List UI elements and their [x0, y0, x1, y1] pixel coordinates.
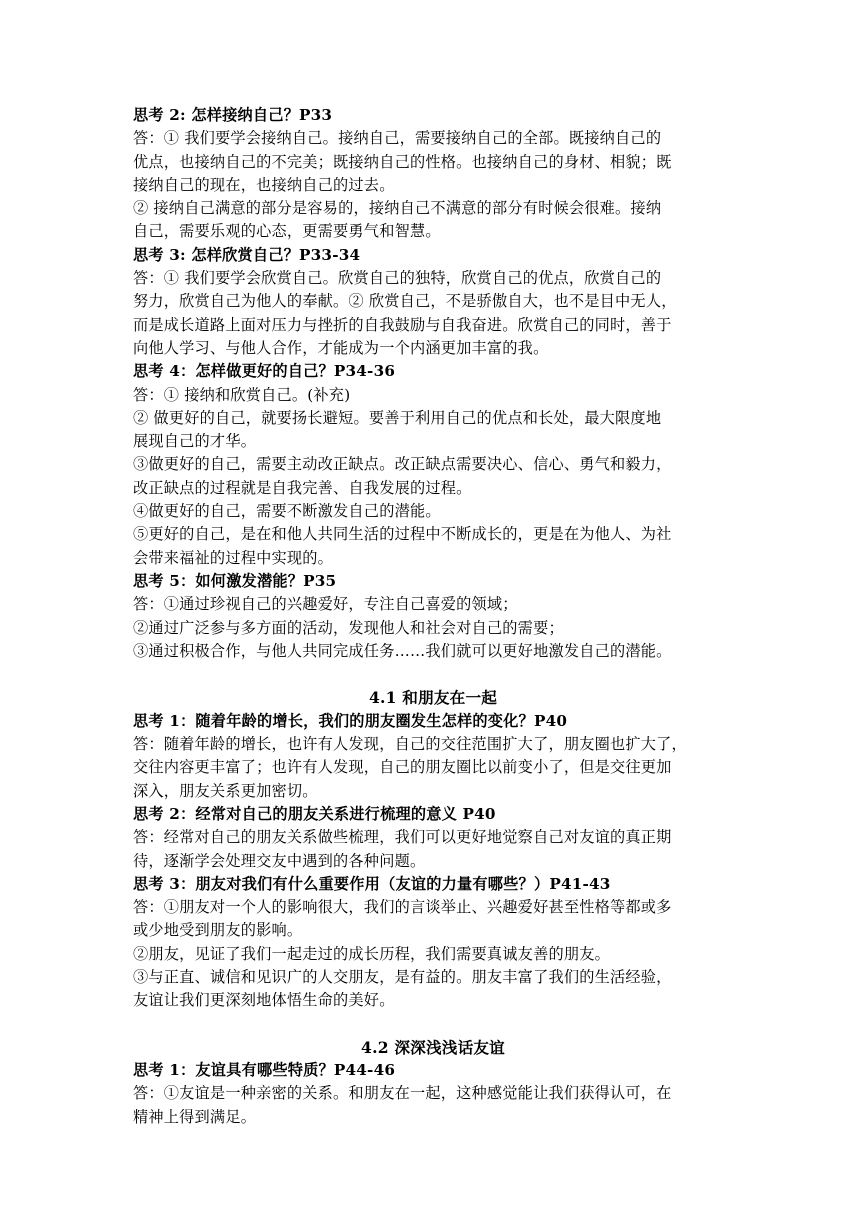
answer-line: 友谊让我们更深刻地体悟生命的美好。: [133, 991, 395, 1010]
answer-line: 努力，欣赏自己为他人的奉献。② 欣赏自己，不是骄傲自大，也不是目中无人，: [133, 292, 677, 311]
answer-line: 精神上得到满足。: [133, 1107, 257, 1126]
section-heading: 4.1 和朋友在一起: [368, 688, 498, 708]
answer-line: 自己，需要乐观的心态，更需要勇气和智慧。: [133, 222, 441, 241]
answer-line: 答：① 我们要学会接纳自己。接纳自己，需要接纳自己的全部。既接纳自己的: [133, 129, 662, 148]
answer-line: ④做更好的自己，需要不断激发自己的潜能。: [133, 502, 441, 521]
answer-line: ②朋友，见证了我们一起走过的成长历程，我们需要真诚友善的朋友。: [133, 944, 611, 963]
blank-line: [133, 663, 733, 686]
answer-line: ③通过积极合作，与他人共同完成任务……我们就可以更好地激发自己的潜能。: [133, 641, 672, 660]
question-line: 思考 2：经常对自己的朋友关系进行梳理的意义 P40: [133, 804, 496, 823]
question-line: 思考 3: 怎样欣赏自己？P33-34: [133, 245, 361, 264]
answer-line: 接纳自己的现在，也接纳自己的过去。: [133, 175, 395, 194]
blank-line: [133, 1013, 733, 1036]
answer-line: 答：①友谊是一种亲密的关系。和朋友在一起，这种感觉能让我们获得认可，在: [133, 1084, 672, 1103]
answer-line: 答：①朋友对一个人的影响很大，我们的言谈举止、兴趣爱好甚至性格等都或多: [133, 898, 672, 917]
question-line: 思考 1：随着年龄的增长，我们的朋友圈发生怎样的变化？P40: [133, 711, 568, 730]
answer-line: 改正缺点的过程就是自我完善、自我发展的过程。: [133, 478, 472, 497]
section-heading: 4.2 深深浅浅话友谊: [361, 1037, 505, 1057]
answer-line: 而是成长道路上面对压力与挫折的自我鼓励与自我奋进。欣赏自己的同时，善于: [133, 315, 672, 334]
answer-line: 展现自己的才华。: [133, 432, 257, 451]
answer-line: 答：经常对自己的朋友关系做些梳理，我们可以更好地觉察自己对友谊的真正期: [133, 828, 672, 847]
answer-line: 交往内容更丰富了；也许有人发现，自己的朋友圈比以前变小了，但是交往更加: [133, 758, 672, 777]
answer-line: 答：① 接纳和欣赏自己。(补充): [133, 385, 351, 404]
answer-line: 深入，朋友关系更加密切。: [133, 781, 318, 800]
answer-line: ②通过广泛参与多方面的活动，发现他人和社会对自己的需要；: [133, 618, 564, 637]
answer-line: 优点，也接纳自己的不完美；既接纳自己的性格。也接纳自己的身材、相貌；既: [133, 152, 672, 171]
answer-line: 向他人学习、与他人合作，才能成为一个内涵更加丰富的我。: [133, 338, 549, 357]
answer-line: ③做更好的自己，需要主动改正缺点。改正缺点需要决心、信心、勇气和毅力，: [133, 455, 672, 474]
question-line: 思考 3：朋友对我们有什么重要作用（友谊的力量有哪些？）P41-43: [133, 874, 611, 893]
answer-line: ⑤更好的自己，是在和他人共同生活的过程中不断成长的，更是在为他人、为社: [133, 525, 672, 544]
question-line: 思考 4：怎样做更好的自己？P34-36: [133, 362, 396, 381]
question-line: 思考 5：如何激发潜能？P35: [133, 571, 337, 590]
answer-line: 会带来福祉的过程中实现的。: [133, 548, 334, 567]
document-body: [133, 104, 733, 1129]
question-line: 思考 2: 怎样接纳自己？P33: [133, 106, 333, 124]
question-line: 思考 1：友谊具有哪些特质？P44-46: [133, 1061, 396, 1080]
answer-line: ② 接纳自己满意的部分是容易的，接纳自己不满意的部分有时候会很难。接纳: [133, 199, 662, 218]
answer-line: 待，逐渐学会处理交友中遇到的各种问题。: [133, 851, 426, 870]
answer-line: ② 做更好的自己，就要扬长避短。要善于利用自己的优点和长处，最大限度地: [133, 408, 662, 427]
answer-line: 答：随着年龄的增长，也许有人发现，自己的交往范围扩大了，朋友圈也扩大了，: [133, 735, 687, 754]
answer-line: ③与正直、诚信和见识广的人交朋友，是有益的。朋友丰富了我们的生活经验，: [133, 967, 672, 986]
answer-line: 答：① 我们要学会欣赏自己。欣赏自己的独特，欣赏自己的优点，欣赏自己的: [133, 269, 662, 288]
answer-line: 答：①通过珍视自己的兴趣爱好，专注自己喜爱的领域；: [133, 595, 518, 614]
answer-line: 或少地受到朋友的影响。: [133, 921, 303, 940]
